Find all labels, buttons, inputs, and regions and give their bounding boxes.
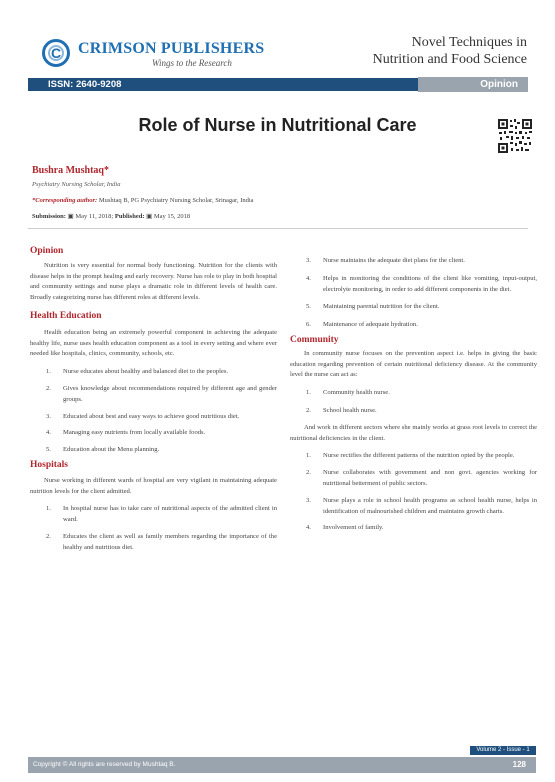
list-item: 3. Educated about best and easy ways to achieve good nutritious diet. <box>46 412 240 420</box>
community-paragraph: In community nurse focuses on the prevention aspect i.e. helps in giving the basic education regarding prevention of certain nutritional deficiency disease. At the community level the nurse can act as: <box>290 349 537 379</box>
journal-name-line2: Nutrition and Food Science <box>372 52 527 67</box>
list-item: 4. Managing easy nutrients from locally available foods. <box>46 429 206 437</box>
volume-issue: Volume 2 - Issue - 1 <box>476 747 530 753</box>
list-item: 5. Maintaining parental nutrition for the client. <box>306 303 440 311</box>
article-type: Opinion <box>480 79 518 90</box>
article-title: Role of Nurse in Nutritional Care <box>138 115 417 135</box>
author-affiliation: Psychiatry Nursing Scholar, India <box>32 181 121 188</box>
issn: ISSN: 2640-9208 <box>48 79 122 90</box>
publisher-tagline: Wings to the Research <box>152 58 232 68</box>
author-name: Bushra Mushtaq* <box>32 165 109 176</box>
list-item: 1. In hospital nurse has to take care of nutritional aspects of the admitted client in ward. <box>46 505 277 524</box>
list-item: 2. Nurse collaborates with government and non govt. agencies working for nutritional betterment of public sectors. <box>306 469 537 487</box>
right-column <box>290 256 537 534</box>
hospitals-paragraph: Nurse working in different wards of hospital are very vigilant in maintaining adequate nutrition levels for the client admitted. <box>30 476 277 495</box>
list-item: 2. Gives knowledge about recommendations required by different age and gender groups. <box>46 384 277 403</box>
list-item: 5. Education about the Menu planning. <box>46 446 160 454</box>
calendar-icon: ▣ <box>67 213 74 220</box>
list-item: 1. Nurse rectifies the different patterns of the nutrition opted by the people. <box>306 452 515 460</box>
submission-date: May 11, 2018; <box>73 213 114 220</box>
journal-name-line1: Novel Techniques in <box>411 35 527 50</box>
section-heading-opinion: Opinion <box>30 246 64 256</box>
left-column <box>30 246 277 554</box>
page-number: 128 <box>512 760 526 769</box>
section-heading-hospitals: Hospitals <box>30 459 69 470</box>
submission-label: Submission: <box>32 213 66 220</box>
list-item: 4. Involvement of family. <box>306 524 384 532</box>
calendar-icon: ▣ <box>146 213 153 220</box>
qr-code-icon <box>497 118 533 154</box>
publisher-name: CRIMSON PUBLISHERS <box>78 40 265 57</box>
sectors-paragraph: And work in different sectors where she mainly works at grass root levels to correct the nutritional deficiencies in the client. <box>290 423 537 442</box>
header-divider <box>28 228 528 229</box>
journal-name <box>327 34 527 68</box>
corresponding-text: Mushtaq B, PG Psychiatry Nursing Scholar, Srinagar, India <box>97 197 254 204</box>
article-dates <box>32 212 190 220</box>
list-item: 4. Helps in monitoring the conditions of the client like vomiting, input-output, electrolyte monitoring, in order to add different components in the diet. <box>306 274 537 293</box>
list-item: 3. Nurse maintains the adequate diet plans for the client. <box>306 257 465 264</box>
list-item: 6. Maintenance of adequate hydration. <box>306 321 418 329</box>
health-paragraph: Health education being an extremely powerful component in achieving the adequate healthy life, nurse uses health education component as a tool in every setting and where ever needed like hospitals, clinics, community, schools, etc. <box>30 328 277 358</box>
copyright: Copyright © All rights are reserved by Mushtaq B. <box>33 761 176 768</box>
list-item: 1. Community health nurse. <box>306 389 390 397</box>
list-item: 2. School health nurse. <box>306 406 377 414</box>
list-item: 2. Educates the client as well as family members regarding the importance of the healthy and nutritious diet. <box>46 532 277 551</box>
section-heading-community: Community <box>290 334 339 345</box>
list-item: 1. Nurse educates about healthy and balanced diet to the peoples. <box>46 368 229 376</box>
corresponding-author <box>32 197 254 204</box>
opinion-paragraph: Nutrition is very essential for normal body functioning. Nutrition for the clients with disease helps in the prompt healing and early recovery. Nurse has role to play in both hospital and community settings and nurse plays a dramatic role in different levels of health care. Broadly categorizing nurse has different roles at different levels. <box>30 261 277 302</box>
published-date: May 15, 2018 <box>152 213 191 220</box>
corresponding-label: *Corresponding author: <box>32 197 98 204</box>
list-item: 3. Nurse plays a role in school health programs as school health nurse, helps in identification of malnourished children and maintains growth charts. <box>306 496 537 515</box>
section-heading-health-education: Health Education <box>30 310 102 321</box>
published-label: Published: <box>113 213 145 220</box>
logo-letter: C <box>50 45 62 61</box>
